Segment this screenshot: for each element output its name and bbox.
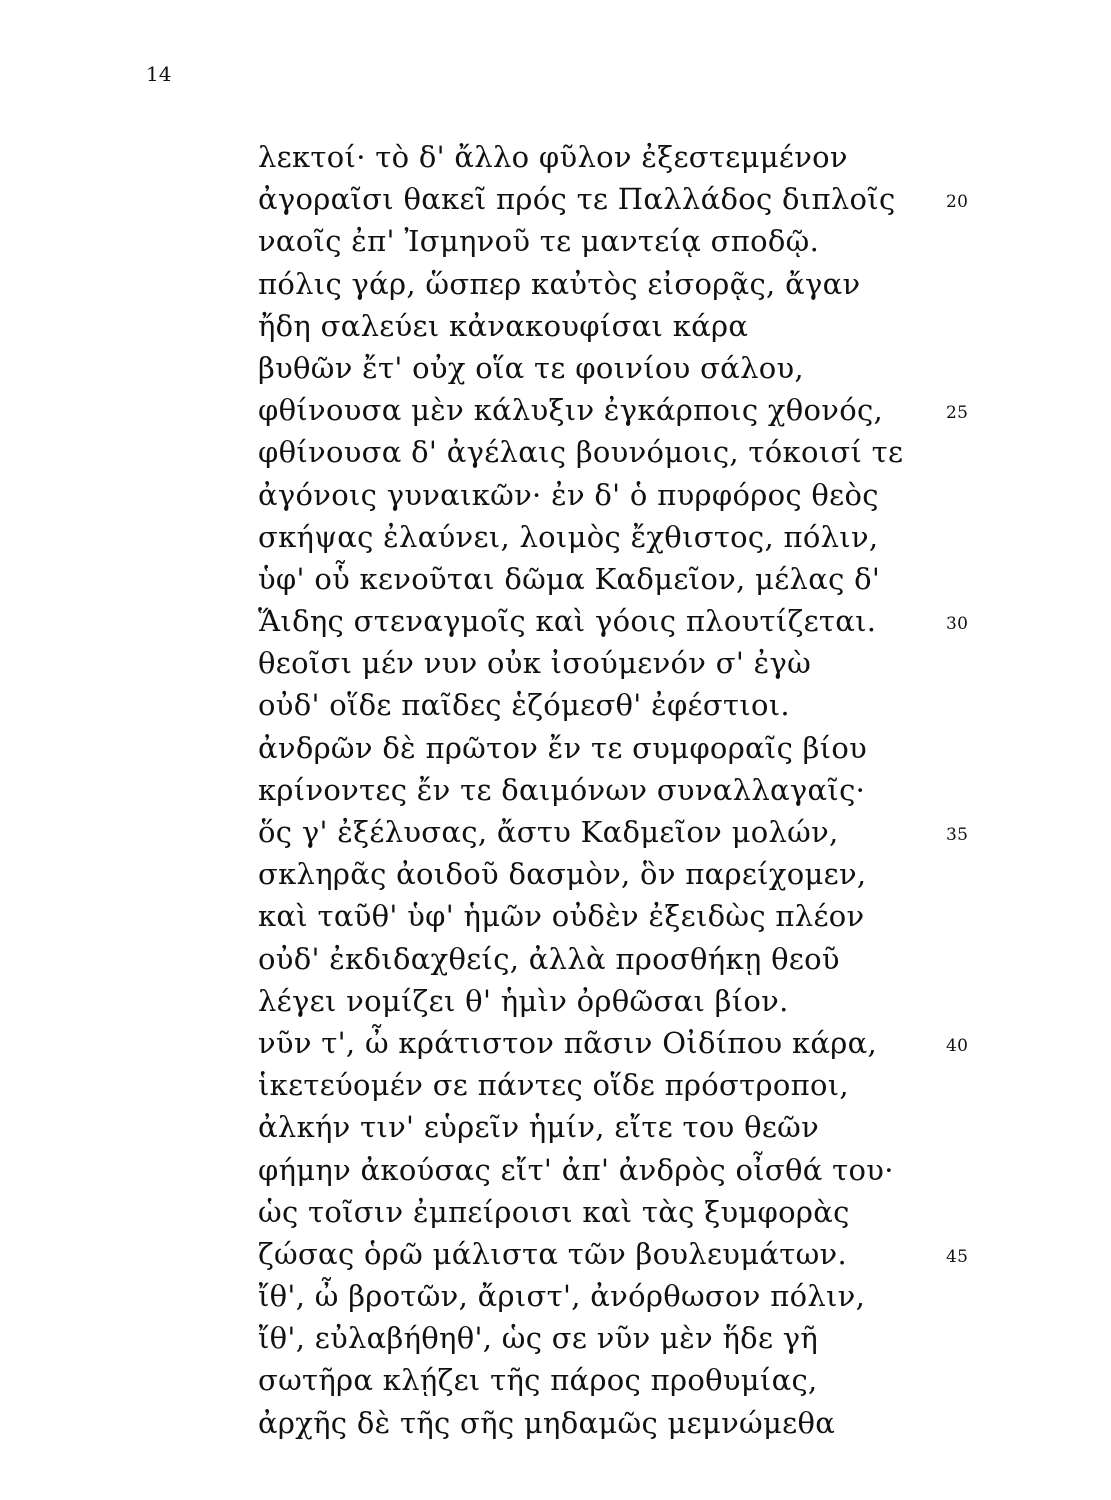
verse-text: ναοῖς ἐπ' Ἰσμηνοῦ τε μαντείᾳ σποδῷ. xyxy=(258,224,820,259)
verse-line xyxy=(258,1106,1018,1148)
verse-line xyxy=(258,1022,1018,1064)
verse-text: Ἅιδης στεναγμοῖς καὶ γόοις πλουτίζεται. xyxy=(258,604,877,639)
verse-line xyxy=(258,938,1018,980)
verse-line xyxy=(258,1275,1018,1317)
verse-line xyxy=(258,1233,1018,1275)
verse-line xyxy=(258,220,1018,262)
verse-text: ὑφ' οὗ κενοῦται δῶμα Καδμεῖον, μέλας δ' xyxy=(258,561,881,596)
verse-text: σκήψας ἐλαύνει, λοιμὸς ἔχθιστος, πόλιν, xyxy=(258,519,879,554)
verse-text: φθίνουσα δ' ἀγέλαις βουνόμοις, τόκοισί τε xyxy=(258,435,904,470)
verse-text: ἱκετεύομέν σε πάντες οἵδε πρόστροποι, xyxy=(258,1068,849,1103)
verse-text: ἴθ', εὐλαβήθηθ', ὡς σε νῦν μὲν ἥδε γῆ xyxy=(258,1321,819,1356)
verse-line xyxy=(258,727,1018,769)
verse-line xyxy=(258,389,1018,431)
verse-text: ἀγόνοις γυναικῶν· ἐν δ' ὁ πυρφόρος θεὸς xyxy=(258,477,879,512)
verse-text: ὡς τοῖσιν ἐμπείροισι καὶ τὰς ξυμφορὰς xyxy=(258,1194,850,1229)
verse-line xyxy=(258,853,1018,895)
verse-text: θεοῖσι μέν νυν οὐκ ἰσούμενόν σ' ἐγὼ xyxy=(258,646,812,681)
verse-text: σωτῆρα κλῄζει τῆς πάρος προθυμίας, xyxy=(258,1363,818,1398)
verse-text: ἀνδρῶν δὲ πρῶτον ἔν τε συμφοραῖς βίου xyxy=(258,730,868,765)
verse-text: ἀγοραῖσι θακεῖ πρός τε Παλλάδος διπλοῖς xyxy=(258,182,896,217)
verse-line xyxy=(258,1402,1018,1444)
verse-line xyxy=(258,558,1018,600)
verse-line xyxy=(258,769,1018,811)
verse-line xyxy=(258,811,1018,853)
verse-line xyxy=(258,516,1018,558)
verse-text: ἀρχῆς δὲ τῆς σῆς μηδαμῶς μεμνώμεθα xyxy=(258,1405,836,1440)
verse-line xyxy=(258,431,1018,473)
verse-block xyxy=(258,136,1018,1444)
verse-text: ὅς γ' ἐξέλυσας, ἄστυ Καδμεῖον μολών, xyxy=(258,815,839,849)
verse-line xyxy=(258,474,1018,516)
verse-text: σκληρᾶς ἀοιδοῦ δασμὸν, ὃν παρείχομεν, xyxy=(258,857,867,892)
line-number: 45 xyxy=(946,1246,969,1267)
verse-line xyxy=(258,178,1018,220)
verse-text: ἤδη σαλεύει κἀνακουφίσαι κάρα xyxy=(258,308,749,343)
verse-text: φθίνουσα μὲν κάλυξιν ἐγκάρποις χθονός, xyxy=(258,393,884,428)
verse-text: οὐδ' οἵδε παῖδες ἑζόμεσθ' ἐφέστιοι. xyxy=(258,688,790,723)
verse-line xyxy=(258,895,1018,937)
verse-text: ἀλκήν τιν' εὑρεῖν ἡμίν, εἴτε του θεῶν xyxy=(258,1110,820,1145)
verse-text: πόλις γάρ, ὥσπερ καὐτὸς εἰσορᾷς, ἄγαν xyxy=(258,266,861,301)
verse-text: βυθῶν ἔτ' οὐχ οἵα τε φοινίου σάλου, xyxy=(258,350,804,385)
page-number: 14 xyxy=(146,62,172,86)
verse-line xyxy=(258,1064,1018,1106)
verse-line xyxy=(258,642,1018,684)
verse-text: φήμην ἀκούσας εἴτ' ἀπ' ἀνδρὸς οἶσθά του· xyxy=(258,1152,894,1187)
verse-line xyxy=(258,600,1018,642)
verse-text: λεκτοί· τὸ δ' ἄλλο φῦλον ἐξεστεμμένον xyxy=(258,140,848,174)
verse-line xyxy=(258,305,1018,347)
verse-text: κρίνοντες ἔν τε δαιμόνων συναλλαγαῖς· xyxy=(258,772,866,807)
line-number: 35 xyxy=(946,825,969,845)
verse-line xyxy=(258,1191,1018,1233)
verse-line xyxy=(258,980,1018,1022)
verse-line xyxy=(258,263,1018,305)
verse-line xyxy=(258,1149,1018,1191)
verse-line xyxy=(258,1359,1018,1401)
line-number: 30 xyxy=(946,614,969,635)
verse-line xyxy=(258,136,1018,178)
line-number: 20 xyxy=(946,192,969,213)
verse-text: καὶ ταῦθ' ὑφ' ἡμῶν οὐδὲν ἐξειδὼς πλέον xyxy=(258,899,865,934)
line-number: 25 xyxy=(946,403,969,424)
verse-line xyxy=(258,347,1018,389)
verse-text: νῦν τ', ὦ κράτιστον πᾶσιν Οἰδίπου κάρα, xyxy=(258,1025,878,1060)
verse-line xyxy=(258,1317,1018,1359)
verse-text: ἴθ', ὦ βροτῶν, ἄριστ', ἀνόρθωσον πόλιν, xyxy=(258,1279,866,1314)
verse-line xyxy=(258,684,1018,726)
verse-text: οὐδ' ἐκδιδαχθείς, ἀλλὰ προσθήκῃ θεοῦ xyxy=(258,941,840,976)
verse-text: ζώσας ὁρῶ μάλιστα τῶν βουλευμάτων. xyxy=(258,1236,847,1271)
verse-text: λέγει νομίζει θ' ἡμὶν ὀρθῶσαι βίον. xyxy=(258,983,789,1018)
line-number: 40 xyxy=(946,1035,969,1056)
